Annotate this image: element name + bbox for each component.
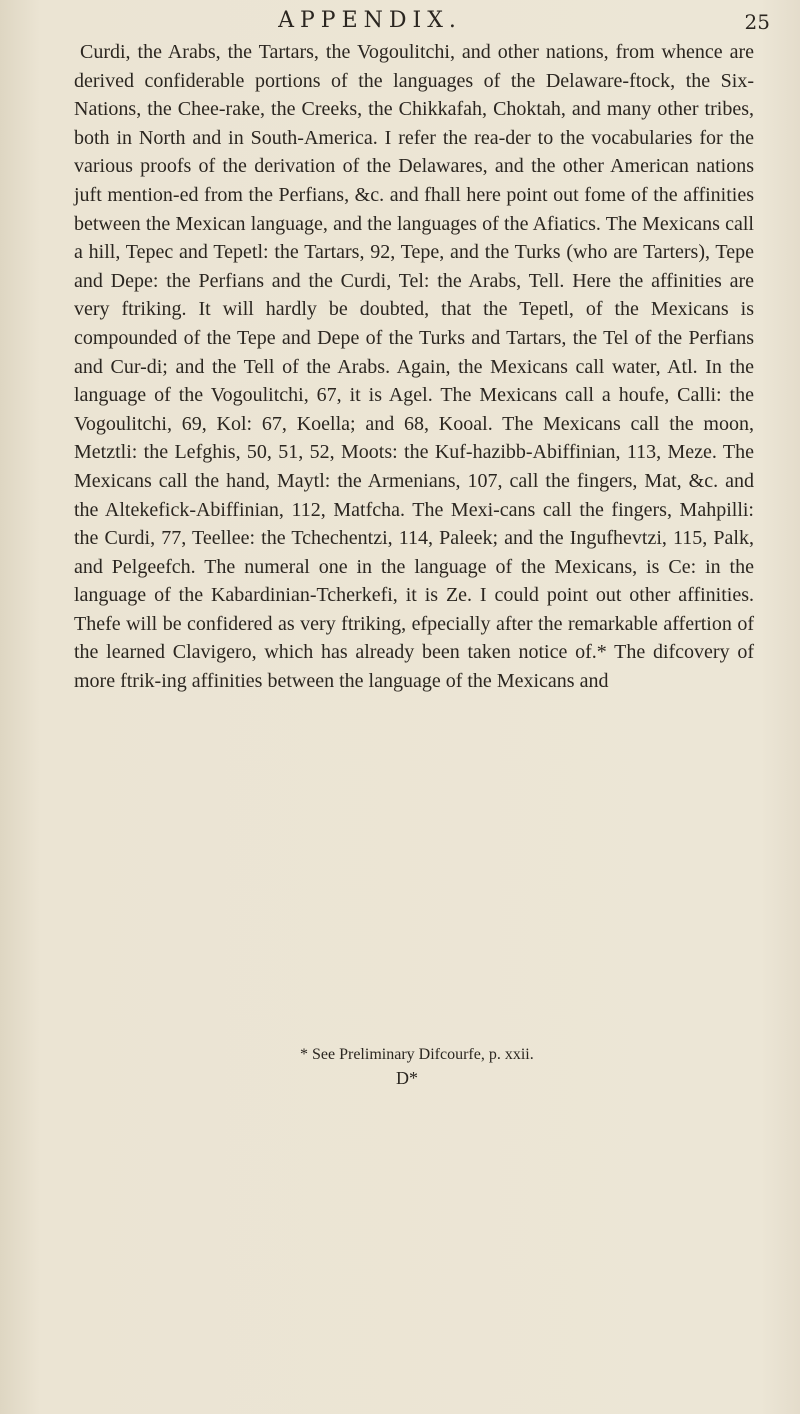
running-head: APPENDIX. — [278, 8, 462, 33]
page-header — [150, 8, 770, 40]
body-text: Curdi, the Arabs, the Tartars, the Vogoulitchi, and other nations, from whence are derived confiderable portions of the languages of the Delaware-ftock, the Six-Nations, the Chee-rake, the Creeks, the Chikkafah, Choktah, and many other tribes, both in North and in South-America. I refer the rea-der to the vocabularies for the various proofs of the derivation of the Delawares, and the other American nations juft mention-ed from the Perfians, &c. and fhall here point out fome of the affinities between the Mexican language, and the languages of the Afiatics. The Mexicans call a hill, Tepec and Tepetl: the Tartars, 92, Tepe, and the Turks (who are Tarters), Tepe and Depe: the Perfians and the Curdi, Tel: the Arabs, Tell. Here the affinities are very ftriking. It will hardly be doubted, that the Tepetl, of the Mexicans is compounded of the Tepe and Depe of the Turks and Tartars, the Tel of the Perfians and Cur-di; and the Tell of the Arabs. Again, the Mexicans call water, Atl. In the language of the Vogoulitchi, 67, it is Agel. The Mexicans call a houfe, Calli: the Vogoulitchi, 69, Kol: 67, Koella; and 68, Kooal. The Mexicans call the moon, Metztli: the Lefghis, 50, 51, 52, Moots: the Kuf-hazibb-Abiffinian, 113, Meze. The Mexicans call the hand, Maytl: the Armenians, 107, call the fingers, Mat, &c. and the Altekefick-Abiffinian, 112, Matfcha. The Mexi-cans call the fingers, Mahpilli: the Curdi, 77, Teellee: the Tchechentzi, 114, Paleek; and the Ingufhevtzi, 115, Palk, and Pelgeefch. The numeral one in the language of the Mexicans, is Ce: in the language of the Kabardinian-Tcherkefi, it is Ze. I could point out other affinities. Thefe will be confidered as very ftriking, efpecially after the remarkable affertion of the learned Clavigero, which has already been taken notice of.* The difcovery of more ftrik-ing affinities between the language of the Mexicans and — [74, 41, 754, 693]
catchword: D* — [396, 1068, 418, 1088]
page-number: 25 — [744, 10, 770, 34]
footnote: * See Preliminary Difcourfe, p. xxii. — [300, 1046, 534, 1063]
